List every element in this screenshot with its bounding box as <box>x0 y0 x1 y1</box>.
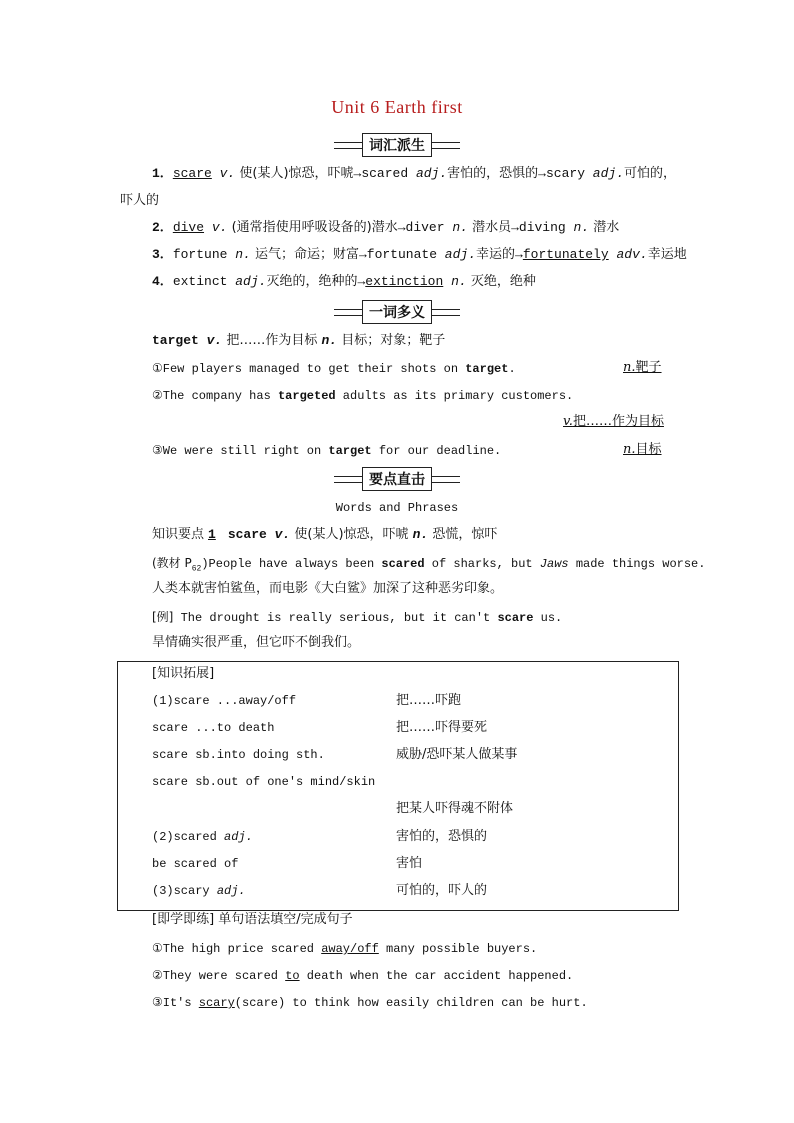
item-number: ③ <box>152 995 163 1009</box>
film-title: Jaws <box>539 557 569 571</box>
example-text: us. <box>533 611 563 625</box>
meaning: 幸运的 <box>476 247 516 262</box>
practice-text: They were scared <box>162 969 286 983</box>
arrow-icon: → <box>511 220 519 235</box>
example-text: adults as its primary customers. <box>335 389 574 403</box>
pos: n. <box>227 247 251 262</box>
example-text: The company has <box>162 389 278 403</box>
derived-word: fortunately <box>522 247 609 262</box>
pos: n. <box>443 274 467 289</box>
source-text: (教材 P <box>152 556 192 570</box>
headword: extinct <box>172 274 228 289</box>
example-text: for our deadline. <box>371 444 502 458</box>
example-text: . <box>508 362 516 376</box>
kp-number: 1 <box>208 527 216 542</box>
keyword: scared <box>381 557 425 571</box>
expansion-row-en: be scared of <box>152 857 239 871</box>
example-text: Few players managed to get their shots on <box>162 362 466 376</box>
derivation-item-2 <box>152 219 619 237</box>
practice-text: The high price scared <box>162 942 322 956</box>
arrow-icon: → <box>397 220 406 235</box>
answer-pos: n. <box>623 360 636 375</box>
derived-word: diving <box>518 220 566 235</box>
item-number: ② <box>152 968 163 982</box>
kp-label: 知识要点 <box>152 527 205 542</box>
polysemy-example-2 <box>152 386 573 405</box>
keyword: scare <box>497 611 534 625</box>
expansion-row-en: scare sb.out of one's mind/skin <box>152 775 376 789</box>
section-banner-polysemy <box>0 300 794 322</box>
arrow-icon: → <box>357 274 366 289</box>
derived-word: diver <box>405 220 445 235</box>
source-translation: 人类本就害怕鲨鱼，而电影《大白鲨》加深了这种恶劣印象。 <box>152 581 504 596</box>
example-sentence <box>152 608 562 627</box>
pos: n. <box>412 527 429 542</box>
derived-word: extinction <box>365 274 444 289</box>
page-subscript: 62 <box>191 564 202 574</box>
expansion-row-en <box>152 828 253 846</box>
item-number: ③ <box>152 443 163 457</box>
pos: n. <box>565 220 590 235</box>
expansion-row-cn: 把某人吓得魂不附体 <box>396 801 514 816</box>
meaning: 潜水 <box>589 220 620 235</box>
pos: n. <box>321 333 338 348</box>
pos: n. <box>444 220 468 235</box>
meaning: 运气；命运；财富 <box>250 247 359 262</box>
pos: adj. <box>227 274 267 289</box>
meaning: (通常指使用呼吸设备的)潜水 <box>227 220 398 235</box>
section-banner-derivation <box>0 133 794 155</box>
headword: target <box>152 333 199 348</box>
arrow-icon: → <box>353 166 362 181</box>
practice-item-3 <box>152 993 588 1012</box>
headword: dive <box>172 220 205 235</box>
answer-blank: away/off <box>321 942 379 956</box>
meaning: 可怕的， <box>624 166 677 181</box>
expansion-row-cn: 把……吓跑 <box>396 693 462 708</box>
headword: scare <box>172 166 212 181</box>
keyword: target <box>328 444 372 458</box>
answer-pos: n. <box>623 442 636 457</box>
polysemy-example-1 <box>152 359 516 378</box>
headword: fortune <box>172 247 228 262</box>
expansion-row-cn: 害怕的，恐惧的 <box>396 829 488 844</box>
practice-text: death when the car accident happened. <box>299 969 574 983</box>
expansion-header: [知识拓展] <box>152 666 215 681</box>
answer-text: 目标 <box>635 442 662 457</box>
expansion-row-cn: 威胁/恐吓某人做某事 <box>396 747 518 762</box>
answer-text: 把……作为目标 <box>572 414 664 429</box>
item-number: 4． <box>152 274 173 289</box>
item-number: ② <box>152 388 163 402</box>
expansion-row-en: scare sb.into doing sth. <box>152 748 325 762</box>
pos: v. <box>211 166 236 181</box>
section-label: 一词多义 <box>362 300 432 324</box>
practice-item-2 <box>152 966 573 985</box>
polysemy-answer-1 <box>623 359 662 377</box>
example-text: The drought is really serious, but it can't <box>173 611 498 625</box>
pos: adj. <box>585 166 625 181</box>
expansion-row-cn: 把……吓得要死 <box>396 720 488 735</box>
polysemy-answer-3 <box>623 441 662 459</box>
knowledge-point-1 <box>152 526 497 544</box>
derived-word: scared <box>361 166 409 181</box>
derived-word: scary <box>545 166 585 181</box>
meaning: 把……作为目标 <box>222 333 322 348</box>
expansion-row-cn: 可怕的，吓人的 <box>396 883 488 898</box>
item-number: 2． <box>152 220 173 235</box>
practice-label: [即学即练] <box>152 912 215 927</box>
answer-pos: v. <box>563 414 573 429</box>
keyword: targeted <box>277 389 336 403</box>
expansion-row-en: (1)scare ...away/off <box>152 694 297 708</box>
derivation-item-1-cont: 吓人的 <box>120 193 160 208</box>
meaning: 潜水员 <box>467 220 512 235</box>
practice-title: 单句语法填空/完成句子 <box>214 912 353 927</box>
derived-word: fortunate <box>366 247 437 262</box>
meaning: 灭绝的，绝种的 <box>266 274 358 289</box>
practice-text: (scare) to think how easily children can be hurt. <box>234 996 588 1010</box>
expansion-row-cn: 害怕 <box>396 856 423 871</box>
section-label: 要点直击 <box>362 467 432 491</box>
expansion-word: (3)scary <box>152 884 217 898</box>
pos: v. <box>198 333 223 348</box>
practice-header <box>152 911 353 929</box>
item-number: ① <box>152 361 163 375</box>
meaning: 使(某人)惊恐，吓唬 <box>290 527 413 542</box>
answer-blank: to <box>285 969 300 983</box>
meaning: 目标；对象；靶子 <box>337 333 446 348</box>
item-number: 1． <box>152 166 173 181</box>
expansion-row-en <box>152 882 246 900</box>
section-banner-keypoints <box>0 467 794 489</box>
meaning: 幸运地 <box>647 247 687 262</box>
meaning: 恐慌，惊吓 <box>428 527 498 542</box>
arrow-icon: → <box>515 247 523 262</box>
pos: adj. <box>437 247 477 262</box>
meaning: 灭绝，绝种 <box>466 274 536 289</box>
practice-text: many possible buyers. <box>378 942 538 956</box>
item-number: 3． <box>152 247 173 262</box>
source-text: made things worse. <box>568 557 706 571</box>
pos: adj. <box>216 884 246 898</box>
arrow-icon: → <box>538 166 546 181</box>
textbook-source-sentence <box>152 554 705 578</box>
example-translation: 旱情确实很严重，但它吓不倒我们。 <box>152 635 361 650</box>
section-label: 词汇派生 <box>362 133 432 157</box>
pos: v. <box>266 527 291 542</box>
example-label: [例] <box>152 610 174 624</box>
pos: adj. <box>224 830 253 844</box>
keyword: target <box>465 362 509 376</box>
page-title: Unit 6 Earth first <box>331 97 463 117</box>
polysemy-headword-line <box>152 332 445 350</box>
meaning: 使(某人)惊恐，吓唬 <box>235 166 354 181</box>
pos: adv. <box>608 247 648 262</box>
polysemy-example-3 <box>152 441 501 460</box>
expansion-row-en: scare ...to death <box>152 721 275 735</box>
pos: adj. <box>408 166 448 181</box>
practice-item-1 <box>152 939 537 958</box>
source-text: of sharks, but <box>424 557 540 571</box>
item-number: ① <box>152 941 163 955</box>
answer-text: 靶子 <box>635 360 662 375</box>
practice-text: It's <box>162 996 199 1010</box>
derivation-item-1 <box>152 165 676 183</box>
example-text: We were still right on <box>162 444 329 458</box>
meaning: 害怕的，恐惧的 <box>447 166 539 181</box>
source-text: )People have always been <box>201 557 382 571</box>
pos: v. <box>204 220 228 235</box>
answer-blank: scary <box>198 996 235 1010</box>
derivation-item-4 <box>152 273 536 291</box>
derivation-item-3 <box>152 246 687 264</box>
words-phrases-heading: Words and Phrases <box>335 501 459 515</box>
expansion-word: (2)scared <box>152 830 225 844</box>
polysemy-answer-2 <box>563 413 664 431</box>
arrow-icon: → <box>358 247 367 262</box>
headword: scare <box>227 527 267 542</box>
